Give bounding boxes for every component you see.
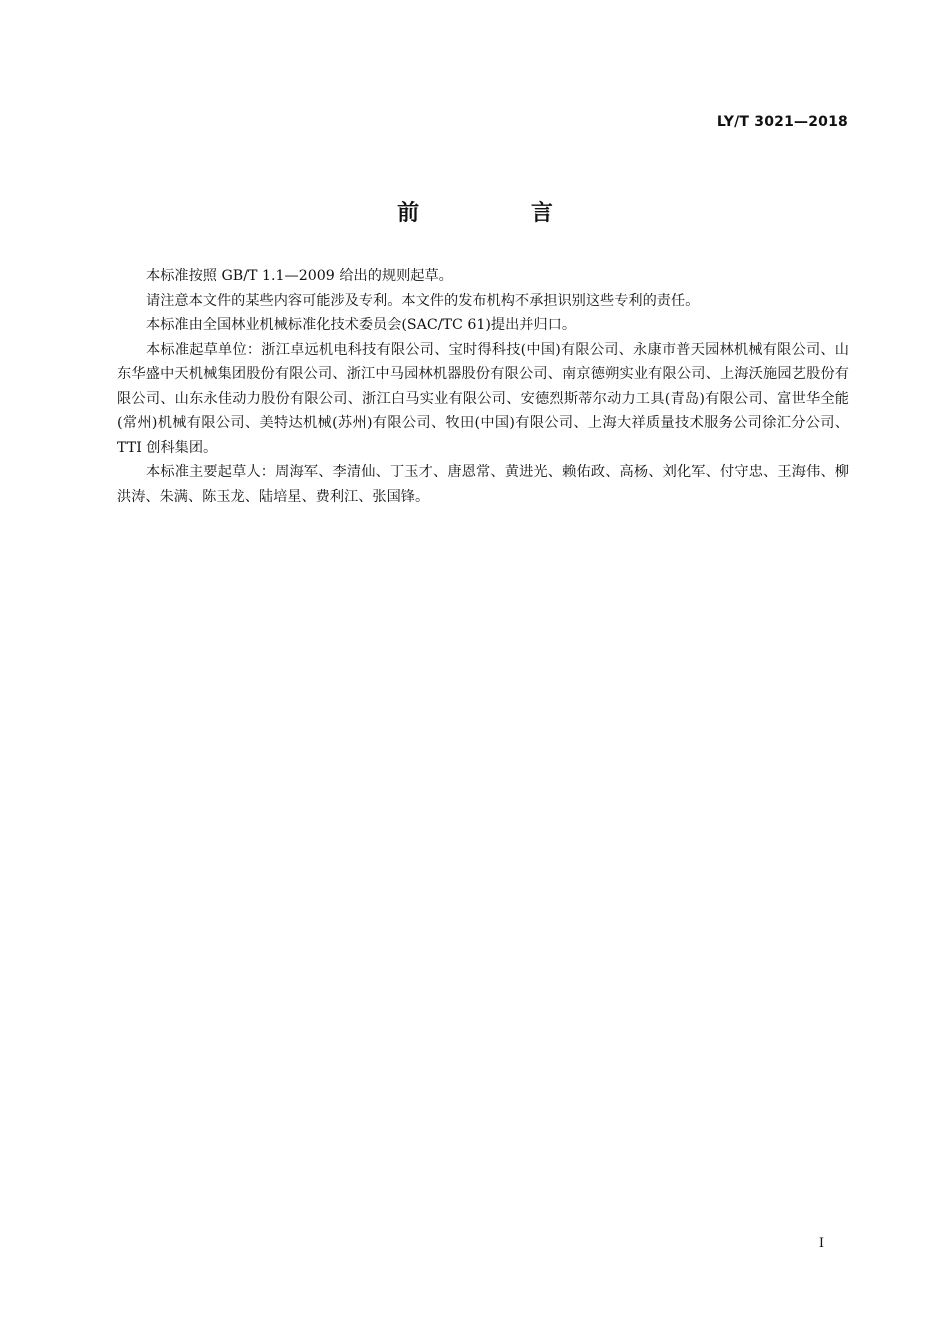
paragraph-drafting-units: 本标准起草单位：浙江卓远机电科技有限公司、宝时得科技(中国)有限公司、永康市普天园林机械有限公司、山东华盛中天机械集团股份有限公司、浙江中马园林机器股份有限公司、南京德朔实业有限公司、上海沃施园艺股份有限公司、山东永佳动力股份有限公司、浙江白马实业有限公司、安德烈斯蒂尔动力工具(青岛)有限公司、富世华全能(常州)机械有限公司、美特达机械(苏州)有限公司、牧田(中国)有限公司、上海大祥质量技术服务公司徐汇分公司、TTI 创科集团。 [117, 341, 849, 456]
paragraph-drafting-rules: 本标准按照 GB/T 1.1—2009 给出的规则起草。 [146, 268, 453, 284]
paragraph-proposer: 本标准由全国林业机械标准化技术委员会(SAC/TC 61)提出并归口。 [146, 317, 577, 333]
paragraph-patent-notice: 请注意本文件的某些内容可能涉及专利。本文件的发布机构不承担识别这些专利的责任。 [146, 292, 700, 309]
page-number: I [818, 1236, 824, 1251]
standard-code: LY/T 3021—2018 [716, 114, 848, 130]
paragraph-drafters: 本标准主要起草人：周海军、李清仙、丁玉才、唐恩常、黄进光、赖佑政、高杨、刘化军、付守忠、王海伟、柳洪涛、朱满、陈玉龙、陆培星、费利江、张国锋。 [117, 464, 849, 505]
foreword-body [117, 264, 849, 509]
page-title: 前 言 [397, 201, 605, 226]
